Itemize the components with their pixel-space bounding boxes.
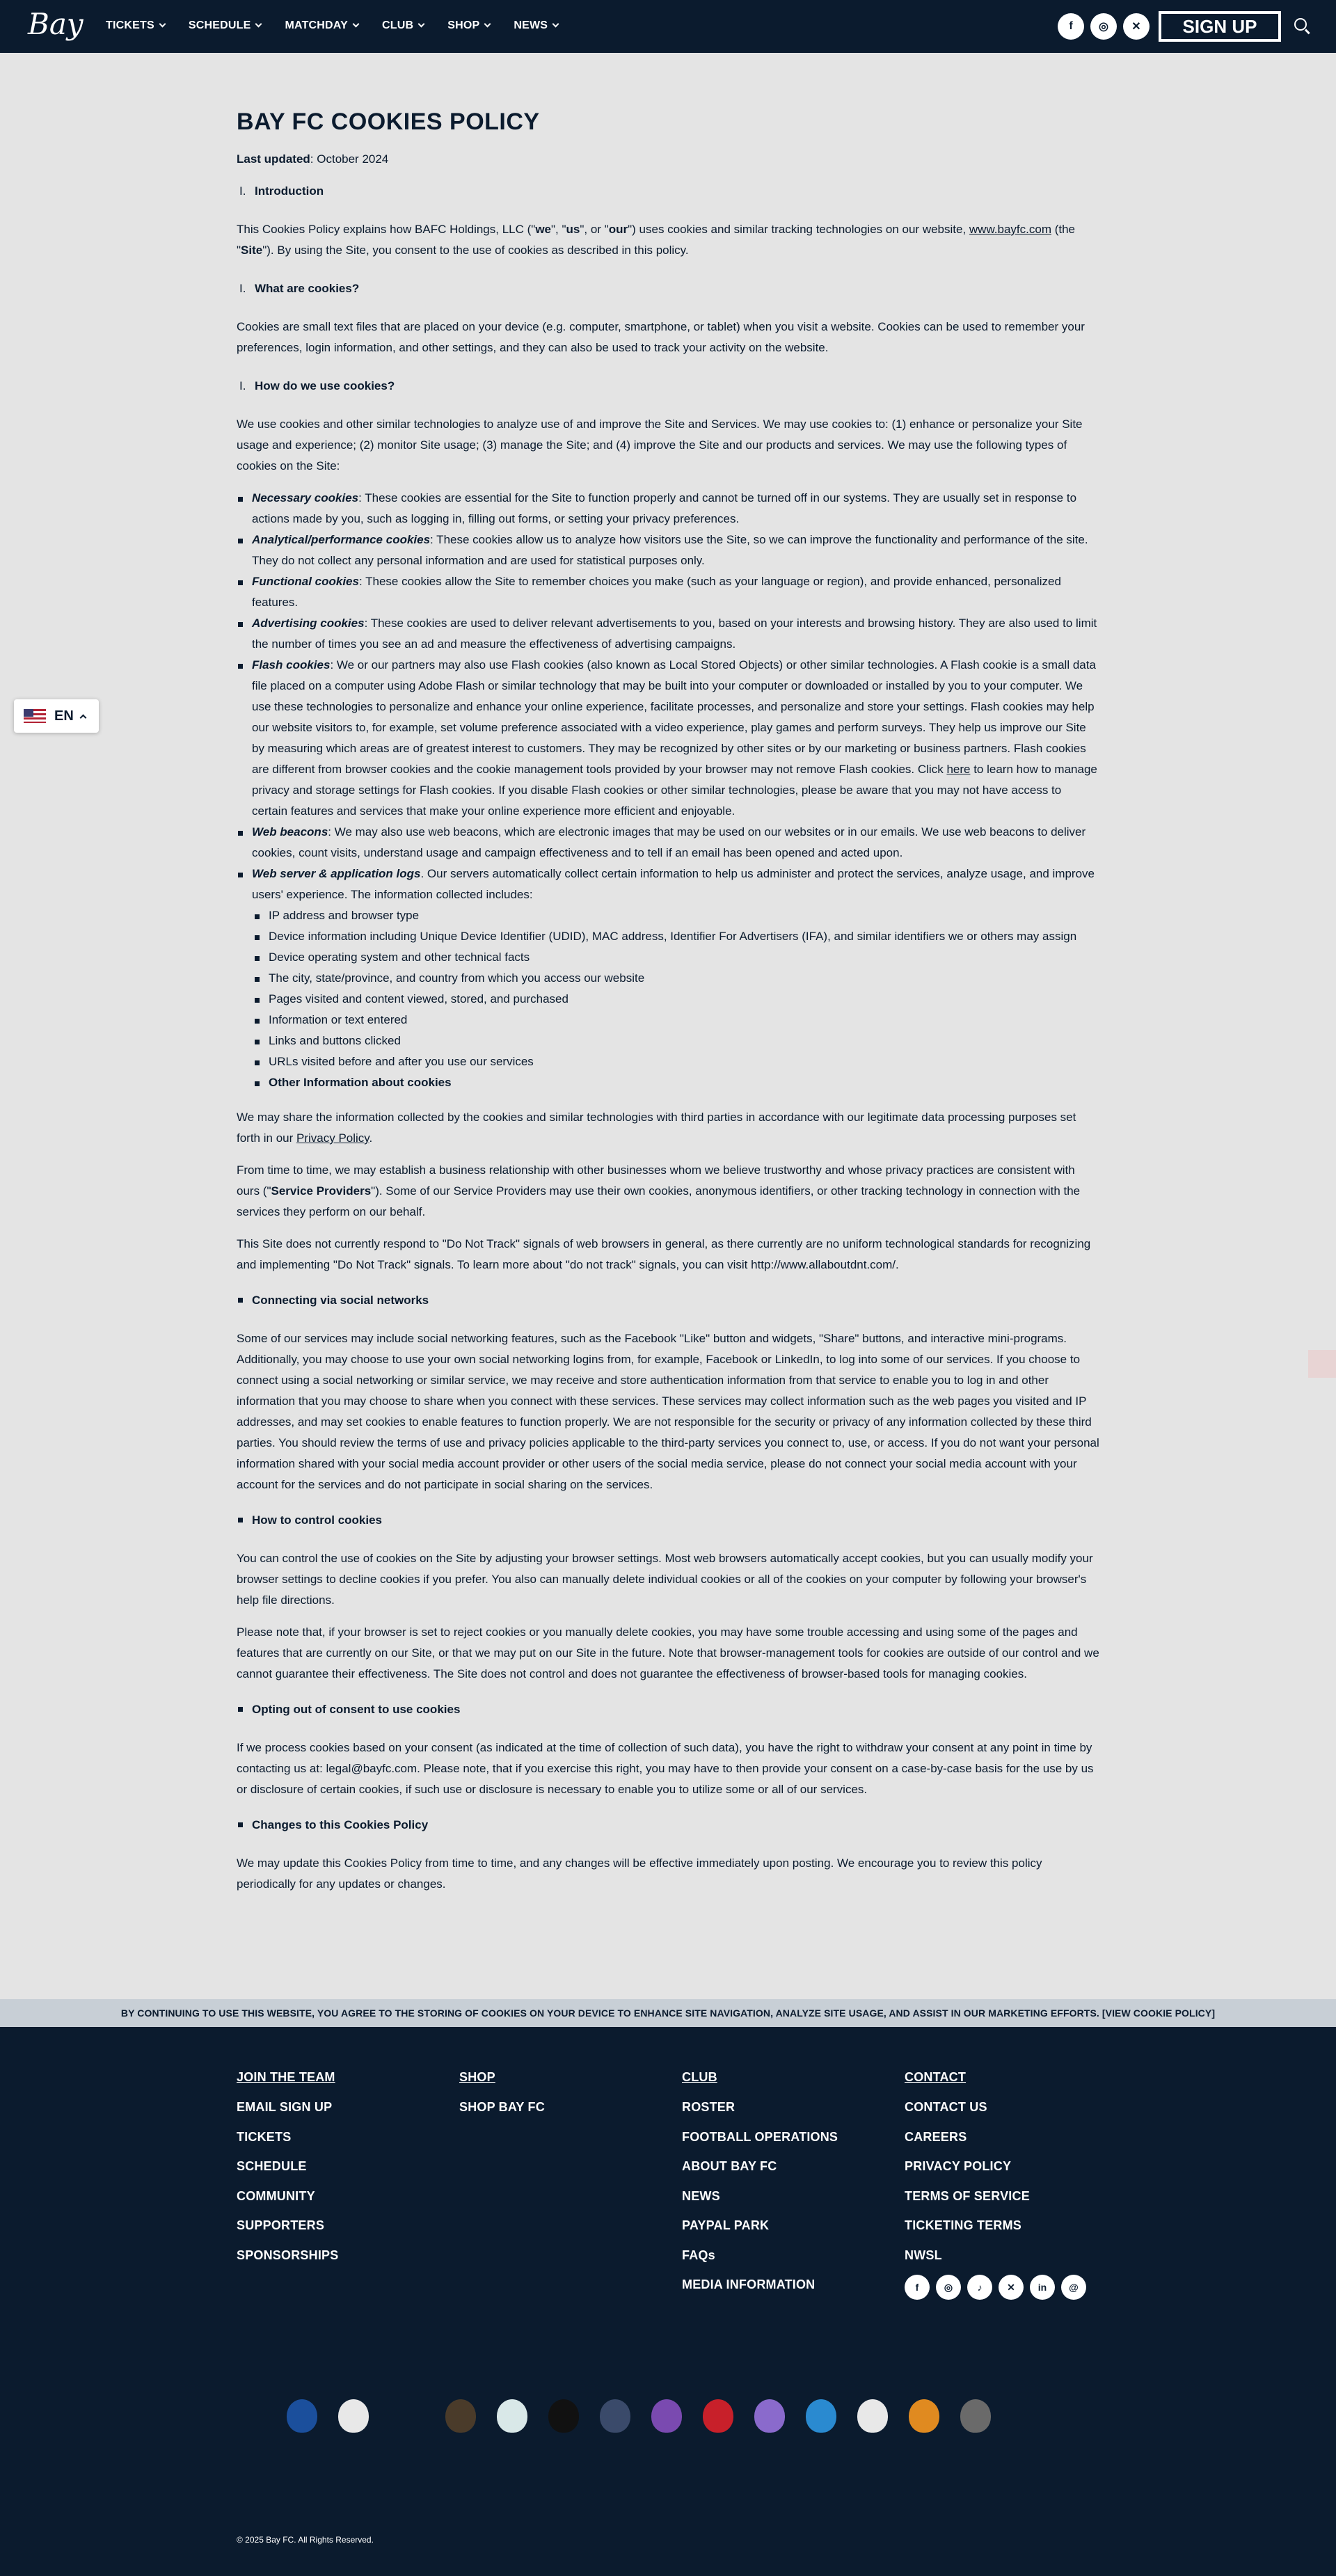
north-carolina-courage-crest-icon[interactable] (600, 2399, 630, 2433)
list-item (237, 655, 1099, 822)
nav-shop[interactable] (447, 19, 490, 32)
text: : We or our partners may also use Flash cookies (also known as Local Stored Objects) or other similar technologies. A Flash cookie is a small data file placed on a computer using Adobe Flash or similar technology that may be built into your computer or downloaded or installed by you to your computer. We use these technologies to personalize and enhance your online experience, facilitate processes, and personalize and store your settings. Flash cookies may help our website visitors to, for example, set volume preference associated with a video experience, play games and perform surveys. They help us improve our Site by measuring which areas are of greatest interest to customers. They may be recognized by other sites or by our marketing or business partners. Flash cookies are different from browser cookies and the cookie management tools provided by your browser may not remove Flash cookies. Click (252, 658, 1096, 776)
website-link[interactable]: www.bayfc.com (969, 223, 1051, 236)
last-updated-label: Last updated (237, 152, 310, 166)
angel-city-crest-icon[interactable] (338, 2399, 369, 2433)
page-title: BAY FC COOKIES POLICY (237, 109, 540, 135)
section-heading (239, 282, 1099, 296)
linkedin-icon[interactable]: in (1030, 2275, 1055, 2300)
footer-link[interactable]: NEWS (682, 2188, 720, 2203)
kc-current-crest-icon[interactable] (497, 2399, 527, 2433)
list-item (237, 864, 1099, 1093)
text: : These cookies allow us to analyze how visitors use the Site, so we can improve the functionality and performance of the site. They do not collect any personal information and are used for statistical purposes only. (252, 533, 1088, 567)
san-diego-wave-crest-icon[interactable] (806, 2399, 836, 2433)
control-paragraph: You can control the use of cookies on the Site by adjusting your browser settings. Most web browsers automatically accept cookies, but you can usually modify your browser settings to decline cookies if you prefer. You also can manually delete individual cookies or all of the cookies on your computer by following your browser's help file directions. (237, 1552, 1093, 1607)
optout-paragraph: If we process cookies based on your consent (as indicated at the time of collection of such data), you have the right to withdraw your consent at any point in time by contacting us at: legal@bayfc.com. Please note, that if you exercise this right, you may have to then provide your consent on a case-by-case basis for the use by us or disclosure of certain cookies, if such use or disclosure is necessary to enable you to utilize some or all of our services. (237, 1741, 1094, 1796)
footer-link[interactable]: SHOP BAY FC (459, 2100, 545, 2114)
chevron-up-icon (79, 715, 86, 722)
footer-column-contact (905, 2070, 1113, 2300)
footer-link[interactable]: TICKETING TERMS (905, 2218, 1021, 2232)
search-icon[interactable] (1294, 18, 1307, 31)
league-crests (0, 2399, 1336, 2441)
list-item: Other Information about cookies (252, 1072, 1099, 1093)
footer-heading[interactable]: JOIN THE TEAM (237, 2070, 335, 2084)
text: : These cookies are essential for the Site to function properly and cannot be turned off in our systems. They are usually set in response to actions made by you, such as logging in, filling out forms, or setting your privacy preferences. (252, 491, 1077, 525)
chevron-down-icon (255, 21, 262, 28)
list-item (237, 613, 1099, 655)
nav-matchday[interactable] (285, 19, 358, 32)
nav-label: NEWS (514, 19, 548, 31)
x-icon[interactable]: ✕ (999, 2275, 1024, 2300)
footer-social-links (905, 2275, 1113, 2300)
text: ", or " (580, 223, 609, 236)
text: "). By using the Site, you consent to the use of cookies as described in this policy. (262, 244, 689, 257)
nav-news[interactable] (514, 19, 558, 32)
footer-link[interactable]: COMMUNITY (237, 2188, 315, 2203)
orlando-pride-crest-icon[interactable] (651, 2399, 682, 2433)
footer-heading[interactable]: CONTACT (905, 2070, 967, 2084)
list-item: URLs visited before and after you use our services (252, 1051, 1099, 1072)
text: ", " (551, 223, 566, 236)
privacy-policy-link[interactable]: Privacy Policy (296, 1131, 369, 1145)
footer-link[interactable]: TERMS OF SERVICE (905, 2188, 1030, 2203)
nav-label: TICKETS (106, 19, 154, 31)
nav-label: MATCHDAY (285, 19, 348, 31)
dnt-paragraph: This Site does not currently respond to "Do Not Track" signals of web browsers in general, as there currently are no uniform technological standards for recognizing and implementing "Do Not Track" signals. To learn more about "do not track" signals, you can visit http://www.allaboutdnt.com/. (237, 1237, 1091, 1271)
footer-link[interactable]: CAREERS (905, 2129, 967, 2144)
list-item: Information or text entered (252, 1010, 1099, 1031)
list-item: Pages visited and content viewed, stored, and purchased (252, 989, 1099, 1010)
text: . (369, 1131, 373, 1145)
site-footer (0, 2027, 1336, 2576)
list-item: Device operating system and other technical facts (252, 947, 1099, 968)
text: we (535, 223, 552, 236)
share-paragraph (237, 1107, 1099, 1149)
text: us (566, 223, 580, 236)
chevron-down-icon (159, 21, 166, 28)
list-item: Device information including Unique Device Identifier (UDID), MAC address, Identifier For Advertisers (IFA), and similar identifiers we or others may assign (252, 926, 1099, 947)
footer-column-club (682, 2070, 891, 2307)
social-paragraph: Some of our services may include social networking features, such as the Facebook "Like" button and widgets, "Share" buttons, and interactive mini-programs. Additionally, you may choose to use your own social networking logins from, for example, Facebook or LinkedIn, to log into some of our services. If you choose to connect using a social networking or similar service, we may receive and store authentication information from that service to enable you to log in and other information that you may choose to share when you connect with these services. These services may collect information such as the web pages you visited and IP addresses, and may set cookies to enable features to function properly. We are not responsible for the security or privacy of any information collected by these third parties. You should review the terms of use and privacy policies applicable to the third-party services you connect to, use, or access. If you do not want your personal information shared with your social media account provider or other users of the social media service, please do not connect your social media account with your account for the services and do not participate in social sharing on the services. (237, 1332, 1099, 1491)
what-paragraph: Cookies are small text files that are placed on your device (e.g. computer, smartphone, or tablet) when you visit a website. Cookies can be used to remember your preferences, login information, and other settings, and they can also be used to track your activity on the website. (237, 320, 1085, 354)
text: ") uses cookies and similar tracking technologies on our website, (628, 223, 969, 236)
footer-link[interactable]: PRIVACY POLICY (905, 2159, 1012, 2173)
nav-tickets[interactable] (106, 19, 165, 32)
section-number: I. (239, 184, 246, 198)
list-item: IP address and browser type (252, 905, 1099, 926)
washington-spirit-crest-icon[interactable] (960, 2399, 991, 2433)
last-updated (237, 152, 1099, 166)
main-nav (106, 19, 582, 32)
how-paragraph: We use cookies and other similar technologies to analyze use of and improve the Site and Services. We may use cookies to: (1) enhance or personalize your Site usage and experience; (2) monitor Site usage; (3) manage the Site; and (4) improve the Site and our products and services. We may use the following types of cookies on the Site: (237, 418, 1083, 472)
cookie-types-list (237, 488, 1099, 1093)
nav-label: SCHEDULE (188, 19, 251, 31)
footer-link[interactable]: EMAIL SIGN UP (237, 2100, 333, 2114)
collected-info-list (252, 905, 1099, 1093)
portland-thorns-crest-icon[interactable] (703, 2399, 733, 2433)
utah-royals-crest-icon[interactable] (909, 2399, 939, 2433)
list-item (237, 571, 1099, 613)
cookie-banner[interactable]: BY CONTINUING TO USE THIS WEBSITE, YOU AGREE TO THE STORING OF COOKIES ON YOUR DEVICE TO ENHANCE SITE NAVIGATION, ANALYZE SITE USAGE, AND ASSIST IN OUR MARKETING EFFORTS. [VIEW COOKIE POLICY] (0, 1999, 1336, 2027)
instagram-icon[interactable]: ◎ (936, 2275, 961, 2300)
footer-link[interactable]: SPONSORSHIPS (237, 2248, 339, 2262)
x-icon[interactable]: ✕ (1123, 13, 1150, 40)
text: our (608, 223, 628, 236)
footer-link[interactable]: PAYPAL PARK (682, 2218, 770, 2232)
footer-link[interactable]: FAQs (682, 2248, 715, 2262)
chevron-down-icon (484, 21, 491, 28)
term: Advertising cookies (252, 617, 365, 630)
us-flag-icon (24, 709, 46, 723)
footer-link[interactable]: NWSL (905, 2248, 942, 2262)
copyright: © 2025 Bay FC. All Rights Reserved. (237, 2535, 374, 2545)
threads-icon[interactable]: @ (1061, 2275, 1086, 2300)
section-title: How do we use cookies? (255, 379, 395, 392)
side-feedback-tab[interactable] (1308, 1350, 1336, 1378)
providers-paragraph (237, 1160, 1099, 1223)
footer-heading[interactable]: SHOP (459, 2070, 495, 2084)
footer-link[interactable]: SUPPORTERS (237, 2218, 325, 2232)
footer-heading[interactable]: CLUB (682, 2070, 717, 2084)
section-heading: Changes to this Cookies Policy (237, 1818, 1099, 1832)
section-heading: Connecting via social networks (237, 1294, 1099, 1307)
header-social-links (1058, 13, 1156, 40)
text: to learn how to manage privacy and storage settings for Flash cookies. If you disable Flash cookies or other similar technologies, please be aware that you may not have access to certain features and services that make your online experience more efficient and enjoyable. (252, 763, 1097, 818)
nav-club[interactable] (382, 19, 424, 32)
footer-column-shop (459, 2070, 668, 2130)
text: From time to time, we may establish a business relationship with other businesses whom we believe trustworthy and whose privacy practices are consistent with ours (" (237, 1163, 1075, 1198)
facebook-icon[interactable]: f (1058, 13, 1084, 40)
footer-link[interactable]: SCHEDULE (237, 2159, 307, 2173)
text: : These cookies are used to deliver relevant advertisements to you, based on your interests and browsing history. They are also used to limit the number of times you see an ad and measure the effectiveness of advertising campaigns. (252, 617, 1097, 651)
chevron-down-icon (353, 21, 360, 28)
list-item (237, 488, 1099, 530)
language-label: EN (54, 708, 74, 724)
section-heading: How to control cookies (237, 1513, 1099, 1527)
footer-link[interactable]: ABOUT BAY FC (682, 2159, 777, 2173)
text: "). Some of our Service Providers may use their own cookies, anonymous identifiers, or other tracking technology in connection with the services they perform on our behalf. (237, 1184, 1081, 1218)
houston-dash-crest-icon[interactable] (445, 2399, 476, 2433)
gotham-fc-crest-icon[interactable] (548, 2399, 579, 2433)
bay-fc-logo[interactable]: Bay (28, 7, 84, 41)
section-heading (239, 184, 1099, 198)
list-item (237, 530, 1099, 571)
text: (the " (237, 223, 1076, 257)
section-number: I. (239, 282, 246, 295)
footer-link[interactable]: CONTACT US (905, 2100, 987, 2114)
facebook-icon[interactable]: f (905, 2275, 930, 2300)
section-title: What are cookies? (255, 282, 360, 295)
text: Service Providers (271, 1184, 372, 1198)
chevron-down-icon (552, 21, 559, 28)
text: This Cookies Policy explains how BAFC Holdings, LLC (" (237, 223, 536, 236)
term: Flash cookies (252, 658, 331, 671)
racing-louisville-crest-icon[interactable] (754, 2399, 785, 2433)
nwsl-logo-icon[interactable] (287, 2399, 317, 2433)
footer-link[interactable]: ROSTER (682, 2100, 735, 2114)
footer-link[interactable]: TICKETS (237, 2129, 292, 2144)
text: : We may also use web beacons, which are electronic images that may be used on our websites or in our emails. We use web beacons to deliver cookies, count visits, understand usage and campaign effectiveness and to tell if an email has been opened and acted upon. (252, 825, 1086, 859)
flash-settings-link[interactable]: here (946, 763, 971, 776)
text: We may share the information collected by the cookies and similar technologies with third parties in accordance with our legitimate data processing purposes set forth in our (237, 1111, 1076, 1145)
language-selector[interactable] (14, 699, 99, 733)
seattle-reign-crest-icon[interactable] (857, 2399, 888, 2433)
section-heading: Opting out of consent to use cookies (237, 1703, 1099, 1717)
intro-paragraph (237, 219, 1099, 261)
policy-content (237, 109, 1099, 1906)
list-item: Links and buttons clicked (252, 1031, 1099, 1051)
sign-up-button[interactable]: SIGN UP (1159, 11, 1281, 42)
site-header (0, 0, 1336, 53)
term: Functional cookies (252, 575, 359, 588)
text: . Our servers automatically collect certain information to help us administer and protect the services, analyze usage, and improve users' experience. The information collected includes: (252, 867, 1095, 901)
chevron-down-icon (418, 21, 425, 28)
text: : These cookies allow the Site to remember choices you make (such as your language or region), and provide enhanced, personalized features. (252, 575, 1061, 609)
term: Analytical/performance cookies (252, 533, 431, 546)
section-title: Introduction (255, 184, 324, 198)
section-heading (239, 379, 1099, 393)
tiktok-icon[interactable]: ♪ (967, 2275, 992, 2300)
term: Web server & application logs (252, 867, 421, 880)
term: Web beacons (252, 825, 328, 838)
nav-label: SHOP (447, 19, 480, 31)
list-item: The city, state/province, and country from which you access our website (252, 968, 1099, 989)
footer-link[interactable]: MEDIA INFORMATION (682, 2277, 816, 2291)
section-number: I. (239, 379, 246, 392)
term: Necessary cookies (252, 491, 359, 504)
text: Site (241, 244, 263, 257)
footer-column-join (237, 2070, 445, 2277)
last-updated-value: : October 2024 (310, 152, 389, 166)
list-item (237, 822, 1099, 864)
nav-schedule[interactable] (189, 19, 262, 32)
instagram-icon[interactable]: ◎ (1090, 13, 1117, 40)
control-paragraph: Please note that, if your browser is set to reject cookies or you manually delete cookies, you may have some trouble accessing and using some of the pages and features that are currently on our Site, or that we may put on our Site in the future. Note that browser-management tools for cookies are outside of our control and we cannot guarantee their effectiveness. The Site does not control and does not guarantee the effectiveness of browser-based tools for managing cookies. (237, 1625, 1099, 1680)
footer-link[interactable]: FOOTBALL OPERATIONS (682, 2129, 838, 2144)
changes-paragraph: We may update this Cookies Policy from time to time, and any changes will be effective immediately upon posting. We encourage you to review this policy periodically for any updates or changes. (237, 1857, 1042, 1891)
nav-label: CLUB (381, 19, 414, 31)
